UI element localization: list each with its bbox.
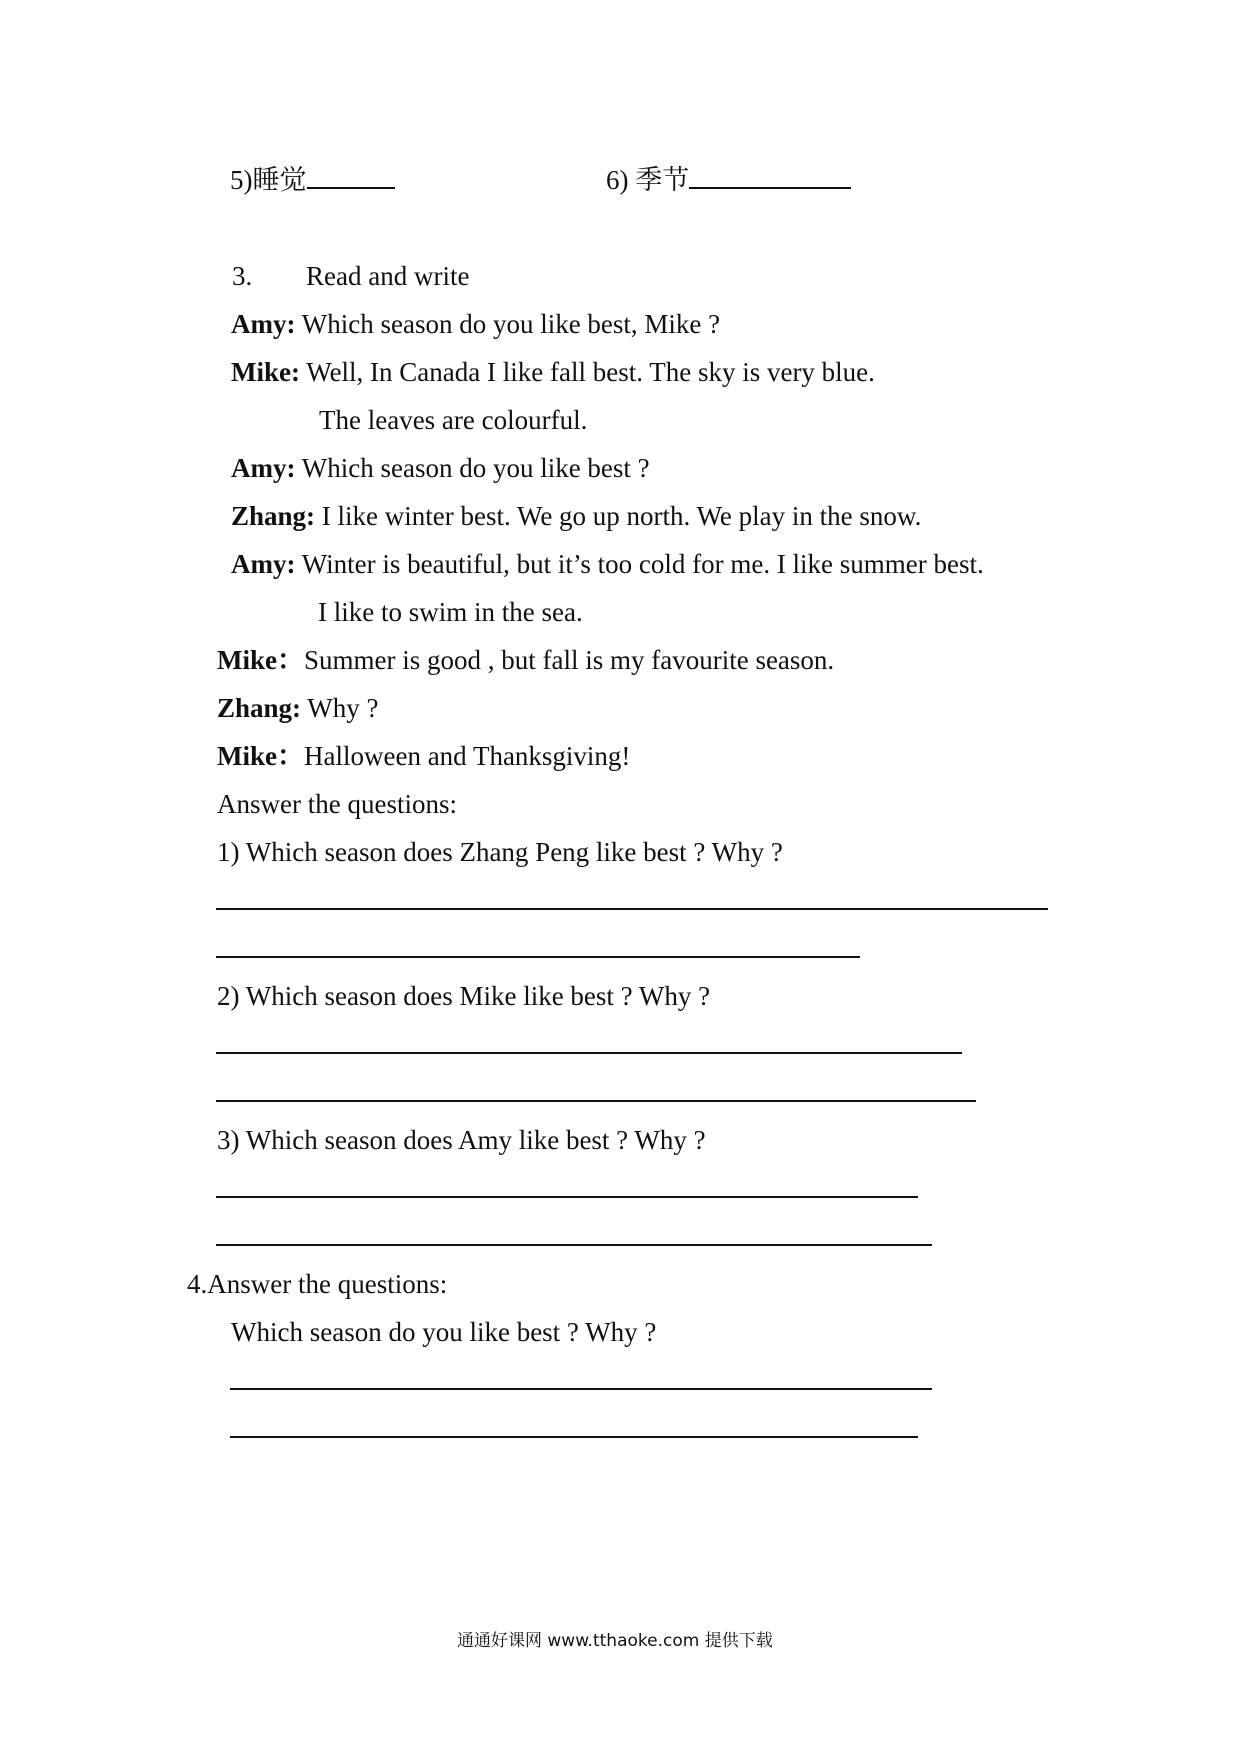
dialogue-line bbox=[231, 451, 650, 485]
question-2: 2) Which season does Mike like best ? Why ? bbox=[217, 981, 711, 1011]
section-4-heading: 4.Answer the questions: bbox=[187, 1269, 448, 1299]
dialogue-text: The leaves are colourful. bbox=[319, 405, 588, 435]
question-3: 3) Which season does Amy like best ? Why ? bbox=[217, 1125, 706, 1155]
dialogue-line bbox=[231, 499, 921, 533]
dialogue-speaker: Mike： bbox=[217, 645, 304, 675]
section-3-title: Read and write bbox=[306, 261, 470, 291]
answer-line[interactable] bbox=[230, 1436, 918, 1438]
answer-line[interactable] bbox=[216, 908, 1048, 910]
dialogue-speaker: Amy: bbox=[231, 309, 296, 339]
dialogue-text: Well, In Canada I like fall best. The sky is very blue. bbox=[299, 357, 875, 387]
dialogue-text: Winter is beautiful, but it’s too cold for me. I like summer best. bbox=[295, 549, 984, 579]
section-3-number: 3. bbox=[232, 261, 253, 291]
dialogue-text: Which season do you like best ? bbox=[295, 453, 650, 483]
dialogue-text: Summer is good , but fall is my favourite season. bbox=[304, 645, 835, 675]
dialogue-line bbox=[231, 355, 875, 389]
vocab-item-6-label: 6) 季节 bbox=[606, 165, 690, 195]
dialogue-speaker: Zhang: bbox=[231, 501, 316, 531]
dialogue-speaker: Amy: bbox=[231, 549, 296, 579]
answer-line[interactable] bbox=[216, 1052, 962, 1054]
dialogue-speaker: Mike: bbox=[231, 357, 300, 387]
answer-line[interactable] bbox=[216, 1196, 918, 1198]
footer-credit: 通通好课网 www.tthaoke.com 提供下载 bbox=[457, 1631, 773, 1651]
answer-line[interactable] bbox=[216, 1100, 976, 1102]
dialogue-text: I like to swim in the sea. bbox=[318, 597, 583, 627]
answer-line[interactable] bbox=[216, 1244, 932, 1246]
vocab-item-6 bbox=[606, 163, 851, 197]
answer-line[interactable] bbox=[216, 956, 860, 958]
dialogue-line bbox=[217, 739, 630, 773]
dialogue-text: Why ? bbox=[301, 693, 379, 723]
dialogue-line bbox=[217, 691, 379, 725]
dialogue-speaker: Zhang: bbox=[217, 693, 302, 723]
dialogue-text: Halloween and Thanksgiving! bbox=[304, 741, 631, 771]
vocab-item-6-blank[interactable] bbox=[689, 165, 851, 189]
dialogue-line bbox=[231, 307, 720, 341]
dialogue-line bbox=[318, 595, 583, 629]
answer-heading: Answer the questions: bbox=[217, 789, 457, 819]
answer-line[interactable] bbox=[230, 1388, 932, 1390]
vocab-item-5-label: 5)睡觉 bbox=[230, 165, 307, 195]
vocab-item-5 bbox=[230, 163, 395, 197]
dialogue-speaker: Mike： bbox=[217, 741, 304, 771]
section-4-question: Which season do you like best ? Why ? bbox=[231, 1317, 657, 1347]
dialogue-text: Which season do you like best, Mike ? bbox=[295, 309, 721, 339]
dialogue-line bbox=[217, 643, 834, 677]
vocab-item-5-blank[interactable] bbox=[307, 165, 395, 189]
dialogue-speaker: Amy: bbox=[231, 453, 296, 483]
dialogue-line bbox=[231, 547, 984, 581]
dialogue-line bbox=[319, 403, 587, 437]
dialogue-text: I like winter best. We go up north. We play in the snow. bbox=[315, 501, 922, 531]
question-1: 1) Which season does Zhang Peng like best ? Why ? bbox=[217, 837, 783, 867]
